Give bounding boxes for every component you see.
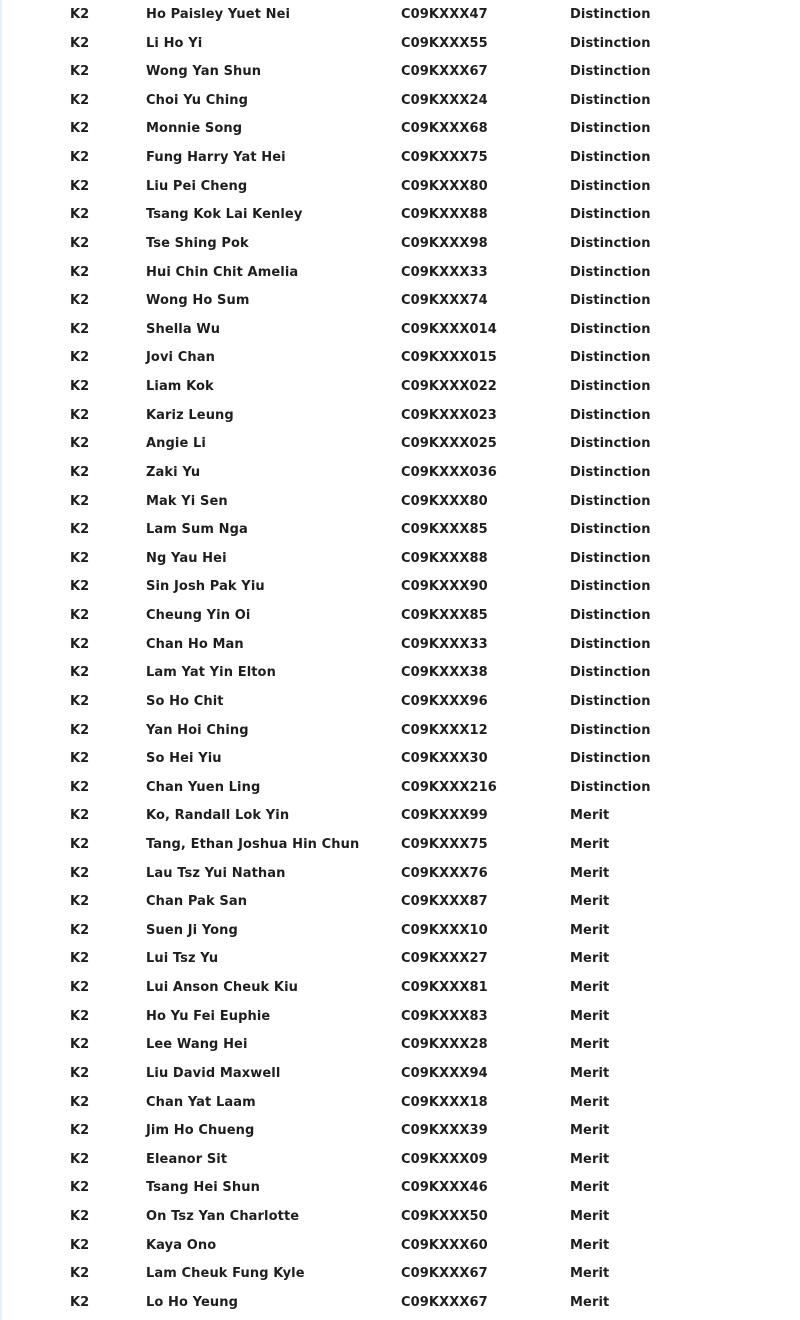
result-cell: Merit	[570, 1151, 610, 1167]
class-cell: K2	[70, 1209, 90, 1225]
class-cell: K2	[70, 1094, 90, 1110]
table-row	[0, 430, 800, 458]
result-cell: Merit	[570, 808, 610, 824]
table-row	[0, 1289, 800, 1317]
result-cell: Distinction	[570, 436, 651, 452]
table-row	[0, 745, 800, 773]
result-cell: Merit	[570, 951, 610, 967]
student-name-cell: Tsang Kok Lai Kenley	[146, 207, 303, 223]
table-row	[0, 230, 800, 258]
table-row	[0, 1117, 800, 1145]
candidate-number-cell: C09KXXX83	[401, 1008, 488, 1024]
class-cell: K2	[70, 951, 90, 967]
student-name-cell: Tse Shing Pok	[146, 235, 249, 251]
table-row	[0, 945, 800, 973]
result-cell: Distinction	[570, 665, 651, 681]
class-cell: K2	[70, 379, 90, 395]
candidate-number-cell: C09KXXX55	[401, 35, 488, 51]
student-name-cell: So Hei Yiu	[146, 751, 222, 767]
candidate-number-cell: C09KXXX30	[401, 751, 488, 767]
candidate-number-cell: C09KXXX023	[401, 407, 497, 423]
student-name-cell: Choi Yu Ching	[146, 92, 249, 108]
class-cell: K2	[70, 579, 90, 595]
student-name-cell: Chan Yat Laam	[146, 1094, 256, 1110]
table-row	[0, 917, 800, 945]
student-name-cell: Yan Hoi Ching	[146, 722, 249, 738]
class-cell: K2	[70, 550, 90, 566]
result-cell: Distinction	[570, 321, 651, 337]
table-row	[0, 774, 800, 802]
class-cell: K2	[70, 350, 90, 366]
candidate-number-cell: C09KXXX81	[401, 980, 488, 996]
result-cell: Distinction	[570, 636, 651, 652]
table-row	[0, 488, 800, 516]
class-cell: K2	[70, 894, 90, 910]
result-cell: Merit	[570, 865, 610, 881]
class-cell: K2	[70, 608, 90, 624]
class-cell: K2	[70, 722, 90, 738]
class-cell: K2	[70, 464, 90, 480]
table-row	[0, 659, 800, 687]
table-row	[0, 115, 800, 143]
student-name-cell: Lo Ho Yeung	[146, 1294, 239, 1310]
student-name-cell: On Tsz Yan Charlotte	[146, 1209, 300, 1225]
result-cell: Merit	[570, 1008, 610, 1024]
candidate-number-cell: C09KXXX09	[401, 1151, 488, 1167]
result-cell: Distinction	[570, 379, 651, 395]
student-name-cell: Ho Yu Fei Euphie	[146, 1008, 271, 1024]
class-cell: K2	[70, 64, 90, 80]
candidate-number-cell: C09KXXX80	[401, 493, 488, 509]
student-name-cell: Shella Wu	[146, 321, 221, 337]
table-row	[0, 1174, 800, 1202]
class-cell: K2	[70, 293, 90, 309]
student-name-cell: Lam Sum Nga	[146, 522, 248, 538]
class-cell: K2	[70, 1151, 90, 1167]
class-cell: K2	[70, 836, 90, 852]
student-name-cell: Chan Yuen Ling	[146, 779, 261, 795]
table-row	[0, 201, 800, 229]
student-name-cell: Angie Li	[146, 436, 206, 452]
student-name-cell: Lui Tsz Yu	[146, 951, 219, 967]
candidate-number-cell: C09KXXX98	[401, 235, 488, 251]
candidate-number-cell: C09KXXX74	[401, 293, 488, 309]
class-cell: K2	[70, 92, 90, 108]
student-name-cell: Lui Anson Cheuk Kiu	[146, 980, 299, 996]
result-cell: Distinction	[570, 64, 651, 80]
candidate-number-cell: C09KXXX216	[401, 779, 497, 795]
student-name-cell: Lam Cheuk Fung Kyle	[146, 1266, 305, 1282]
student-name-cell: So Ho Chit	[146, 693, 224, 709]
student-name-cell: Wong Ho Sum	[146, 293, 250, 309]
table-row	[0, 1, 800, 29]
class-cell: K2	[70, 1237, 90, 1253]
candidate-number-cell: C09KXXX27	[401, 951, 488, 967]
result-cell: Distinction	[570, 751, 651, 767]
class-cell: K2	[70, 522, 90, 538]
class-cell: K2	[70, 1037, 90, 1053]
result-cell: Distinction	[570, 464, 651, 480]
result-cell: Distinction	[570, 522, 651, 538]
table-row	[0, 1003, 800, 1031]
candidate-number-cell: C09KXXX014	[401, 321, 497, 337]
class-cell: K2	[70, 1180, 90, 1196]
student-name-cell: Ng Yau Hei	[146, 550, 227, 566]
class-cell: K2	[70, 1266, 90, 1282]
result-cell: Distinction	[570, 407, 651, 423]
class-cell: K2	[70, 436, 90, 452]
table-row	[0, 30, 800, 58]
class-cell: K2	[70, 980, 90, 996]
candidate-number-cell: C09KXXX12	[401, 722, 488, 738]
student-name-cell: Sin Josh Pak Yiu	[146, 579, 265, 595]
candidate-number-cell: C09KXXX68	[401, 121, 488, 137]
table-row	[0, 373, 800, 401]
candidate-number-cell: C09KXXX50	[401, 1209, 488, 1225]
student-name-cell: Lee Wang Hei	[146, 1037, 248, 1053]
result-cell: Distinction	[570, 693, 651, 709]
candidate-number-cell: C09KXXX39	[401, 1123, 488, 1139]
class-cell: K2	[70, 493, 90, 509]
result-cell: Merit	[570, 1209, 610, 1225]
candidate-number-cell: C09KXXX76	[401, 865, 488, 881]
class-cell: K2	[70, 7, 90, 22]
result-cell: Merit	[570, 1094, 610, 1110]
candidate-number-cell: C09KXXX38	[401, 665, 488, 681]
class-cell: K2	[70, 207, 90, 223]
class-cell: K2	[70, 636, 90, 652]
candidate-number-cell: C09KXXX67	[401, 1266, 488, 1282]
class-cell: K2	[70, 1065, 90, 1081]
student-name-cell: Lau Tsz Yui Nathan	[146, 865, 286, 881]
result-cell: Merit	[570, 1266, 610, 1282]
table-row	[0, 1089, 800, 1117]
class-cell: K2	[70, 922, 90, 938]
class-cell: K2	[70, 178, 90, 194]
class-cell: K2	[70, 1008, 90, 1024]
table-row	[0, 516, 800, 544]
table-row	[0, 1260, 800, 1288]
student-name-cell: Monnie Song	[146, 121, 243, 137]
class-cell: K2	[70, 1123, 90, 1139]
table-row	[0, 860, 800, 888]
table-row	[0, 1232, 800, 1260]
class-cell: K2	[70, 665, 90, 681]
table-row	[0, 573, 800, 601]
student-name-cell: Wong Yan Shun	[146, 64, 262, 80]
class-cell: K2	[70, 865, 90, 881]
class-cell: K2	[70, 235, 90, 251]
result-cell: Distinction	[570, 150, 651, 166]
class-cell: K2	[70, 779, 90, 795]
candidate-number-cell: C09KXXX94	[401, 1065, 488, 1081]
candidate-number-cell: C09KXXX46	[401, 1180, 488, 1196]
result-cell: Distinction	[570, 35, 651, 51]
table-row	[0, 87, 800, 115]
candidate-number-cell: C09KXXX88	[401, 550, 488, 566]
class-cell: K2	[70, 407, 90, 423]
class-cell: K2	[70, 321, 90, 337]
result-cell: Merit	[570, 1180, 610, 1196]
result-cell: Merit	[570, 1065, 610, 1081]
student-name-cell: Suen Ji Yong	[146, 922, 238, 938]
candidate-number-cell: C09KXXX80	[401, 178, 488, 194]
student-name-cell: Hui Chin Chit Amelia	[146, 264, 299, 280]
class-cell: K2	[70, 1294, 90, 1310]
table-row	[0, 1146, 800, 1174]
result-cell: Distinction	[570, 207, 651, 223]
table-row	[0, 287, 800, 315]
table-row	[0, 316, 800, 344]
result-cell: Distinction	[570, 264, 651, 280]
student-name-cell: Liam Kok	[146, 379, 214, 395]
student-name-cell: Tsang Hei Shun	[146, 1180, 260, 1196]
result-cell: Merit	[570, 922, 610, 938]
table-row	[0, 717, 800, 745]
class-cell: K2	[70, 264, 90, 280]
student-name-cell: Jim Ho Chueng	[146, 1123, 255, 1139]
table-row	[0, 974, 800, 1002]
student-name-cell: Jovi Chan	[146, 350, 215, 366]
candidate-number-cell: C09KXXX10	[401, 922, 488, 938]
candidate-number-cell: C09KXXX75	[401, 836, 488, 852]
table-row	[0, 545, 800, 573]
result-cell: Distinction	[570, 579, 651, 595]
class-cell: K2	[70, 150, 90, 166]
result-cell: Merit	[570, 980, 610, 996]
candidate-number-cell: C09KXXX33	[401, 264, 488, 280]
student-name-cell: Liu Pei Cheng	[146, 178, 248, 194]
table-row	[0, 459, 800, 487]
class-cell: K2	[70, 121, 90, 137]
student-name-cell: Cheung Yin Oi	[146, 608, 251, 624]
candidate-number-cell: C09KXXX47	[401, 7, 488, 22]
table-row	[0, 58, 800, 86]
table-row	[0, 402, 800, 430]
candidate-number-cell: C09KXXX022	[401, 379, 497, 395]
candidate-number-cell: C09KXXX24	[401, 92, 488, 108]
table-row	[0, 802, 800, 830]
result-cell: Merit	[570, 1123, 610, 1139]
student-name-cell: Tang, Ethan Joshua Hin Chun	[146, 836, 360, 852]
table-row	[0, 831, 800, 859]
table-row	[0, 1203, 800, 1231]
student-name-cell: Chan Pak San	[146, 894, 248, 910]
table-row	[0, 344, 800, 372]
table-row	[0, 1060, 800, 1088]
candidate-number-cell: C09KXXX18	[401, 1094, 488, 1110]
result-cell: Merit	[570, 894, 610, 910]
result-cell: Distinction	[570, 293, 651, 309]
table-row	[0, 144, 800, 172]
result-cell: Distinction	[570, 7, 651, 22]
candidate-number-cell: C09KXXX85	[401, 608, 488, 624]
candidate-number-cell: C09KXXX85	[401, 522, 488, 538]
candidate-number-cell: C09KXXX28	[401, 1037, 488, 1053]
student-name-cell: Ko, Randall Lok Yin	[146, 808, 290, 824]
candidate-number-cell: C09KXXX015	[401, 350, 497, 366]
class-cell: K2	[70, 808, 90, 824]
candidate-number-cell: C09KXXX75	[401, 150, 488, 166]
result-cell: Distinction	[570, 550, 651, 566]
candidate-number-cell: C09KXXX33	[401, 636, 488, 652]
class-cell: K2	[70, 35, 90, 51]
table-row	[0, 631, 800, 659]
result-cell: Merit	[570, 1237, 610, 1253]
result-cell: Distinction	[570, 178, 651, 194]
student-name-cell: Mak Yi Sen	[146, 493, 228, 509]
result-cell: Distinction	[570, 779, 651, 795]
table-row	[0, 888, 800, 916]
result-cell: Distinction	[570, 235, 651, 251]
result-cell: Distinction	[570, 350, 651, 366]
result-cell: Distinction	[570, 722, 651, 738]
candidate-number-cell: C09KXXX67	[401, 64, 488, 80]
class-cell: K2	[70, 751, 90, 767]
result-cell: Merit	[570, 1037, 610, 1053]
candidate-number-cell: C09KXXX67	[401, 1294, 488, 1310]
result-cell: Merit	[570, 836, 610, 852]
student-name-cell: Zaki Yu	[146, 464, 201, 480]
class-cell: K2	[70, 693, 90, 709]
table-row	[0, 1031, 800, 1059]
student-name-cell: Ho Paisley Yuet Nei	[146, 7, 291, 22]
student-name-cell: Eleanor Sit	[146, 1151, 228, 1167]
candidate-number-cell: C09KXXX025	[401, 436, 497, 452]
candidate-number-cell: C09KXXX87	[401, 894, 488, 910]
result-cell: Distinction	[570, 608, 651, 624]
result-cell: Distinction	[570, 121, 651, 137]
result-cell: Merit	[570, 1294, 610, 1310]
table-row	[0, 602, 800, 630]
candidate-number-cell: C09KXXX99	[401, 808, 488, 824]
result-cell: Distinction	[570, 493, 651, 509]
student-name-cell: Kaya Ono	[146, 1237, 217, 1253]
candidate-number-cell: C09KXXX60	[401, 1237, 488, 1253]
student-name-cell: Liu David Maxwell	[146, 1065, 281, 1081]
candidate-number-cell: C09KXXX036	[401, 464, 497, 480]
table-row	[0, 173, 800, 201]
candidate-number-cell: C09KXXX90	[401, 579, 488, 595]
candidate-number-cell: C09KXXX96	[401, 693, 488, 709]
student-name-cell: Kariz Leung	[146, 407, 234, 423]
candidate-number-cell: C09KXXX88	[401, 207, 488, 223]
table-row	[0, 688, 800, 716]
student-name-cell: Fung Harry Yat Hei	[146, 150, 286, 166]
table-row	[0, 259, 800, 287]
student-name-cell: Lam Yat Yin Elton	[146, 665, 276, 681]
result-cell: Distinction	[570, 92, 651, 108]
student-name-cell: Li Ho Yi	[146, 35, 203, 51]
student-name-cell: Chan Ho Man	[146, 636, 244, 652]
